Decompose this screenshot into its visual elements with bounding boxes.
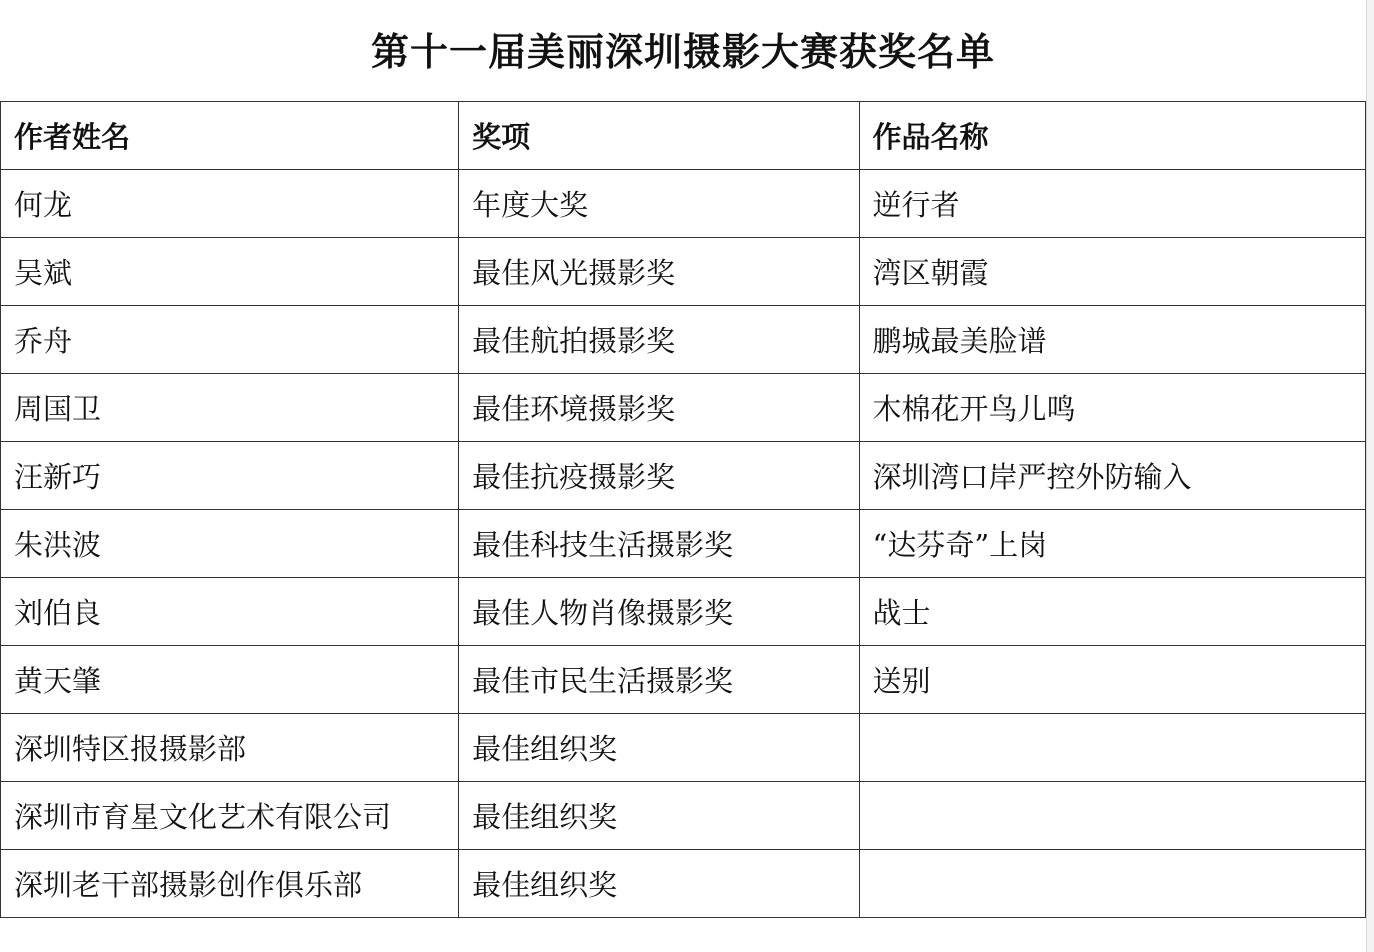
- award-cell: 最佳抗疫摄影奖: [459, 442, 859, 510]
- award-cell: 最佳环境摄影奖: [459, 374, 859, 442]
- author-cell: 深圳市育星文化艺术有限公司: [1, 782, 459, 850]
- table-header-row: [1, 102, 1366, 170]
- author-cell: 何龙: [1, 170, 459, 238]
- header-author: 作者姓名: [1, 102, 459, 170]
- author-cell: 周国卫: [1, 374, 459, 442]
- table-row: [1, 850, 1366, 918]
- table-row: [1, 306, 1366, 374]
- work-cell: 送别: [859, 646, 1365, 714]
- award-cell: 最佳人物肖像摄影奖: [459, 578, 859, 646]
- work-cell: 战士: [859, 578, 1365, 646]
- work-cell: “达芬奇”上岗: [859, 510, 1365, 578]
- table-row: [1, 646, 1366, 714]
- page-title: 第十一届美丽深圳摄影大赛获奖名单: [370, 30, 995, 74]
- author-cell: 朱洪波: [1, 510, 459, 578]
- author-cell: 深圳特区报摄影部: [1, 714, 459, 782]
- award-cell: 最佳航拍摄影奖: [459, 306, 859, 374]
- work-cell: [859, 850, 1365, 918]
- work-cell: 鹏城最美脸谱: [859, 306, 1365, 374]
- work-cell: [859, 782, 1365, 850]
- award-winners-table: [0, 101, 1366, 918]
- table-row: [1, 782, 1366, 850]
- work-cell: 木棉花开鸟儿鸣: [859, 374, 1365, 442]
- author-cell: 汪新巧: [1, 442, 459, 510]
- author-cell: 黄天肇: [1, 646, 459, 714]
- award-cell: 最佳组织奖: [459, 850, 859, 918]
- award-cell: 年度大奖: [459, 170, 859, 238]
- author-cell: 乔舟: [1, 306, 459, 374]
- header-award: 奖项: [459, 102, 859, 170]
- work-cell: 逆行者: [859, 170, 1365, 238]
- award-cell: 最佳组织奖: [459, 714, 859, 782]
- table-row: [1, 510, 1366, 578]
- work-cell: 深圳湾口岸严控外防输入: [859, 442, 1365, 510]
- author-cell: 深圳老干部摄影创作俱乐部: [1, 850, 459, 918]
- award-cell: 最佳组织奖: [459, 782, 859, 850]
- work-cell: [859, 714, 1365, 782]
- header-work: 作品名称: [859, 102, 1365, 170]
- award-cell: 最佳科技生活摄影奖: [459, 510, 859, 578]
- author-cell: 吴斌: [1, 238, 459, 306]
- page-edge: [1366, 0, 1374, 952]
- award-cell: 最佳市民生活摄影奖: [459, 646, 859, 714]
- author-cell: 刘伯良: [1, 578, 459, 646]
- table-row: [1, 374, 1366, 442]
- award-cell: 最佳风光摄影奖: [459, 238, 859, 306]
- table-row: [1, 238, 1366, 306]
- table-row: [1, 442, 1366, 510]
- table-row: [1, 578, 1366, 646]
- table-row: [1, 170, 1366, 238]
- table-row: [1, 714, 1366, 782]
- work-cell: 湾区朝霞: [859, 238, 1365, 306]
